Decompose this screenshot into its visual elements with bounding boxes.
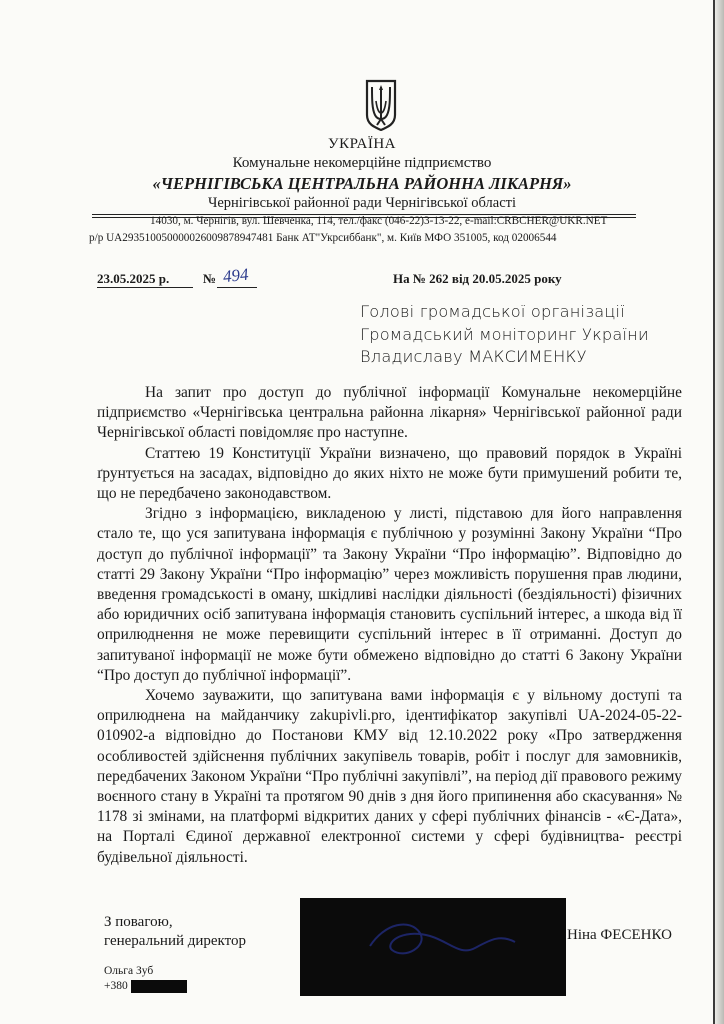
signatory-position: генеральний директор — [104, 933, 247, 949]
country-name: УКРАЇНА — [327, 136, 397, 152]
council-name: Чернігівської районної ради Чернігівської області — [207, 195, 517, 211]
addressee-line-3: Владиславу МАКСИМЕНКУ — [360, 347, 587, 366]
number-underline — [217, 287, 257, 288]
addressee-line-2: Громадський моніторинг України — [360, 325, 649, 344]
organization-address: 14030, м. Чернігів, вул. Шевченка, 114, тел./факс (046-22)3-13-22, e-mail:CRBCHER@UKR.NET — [150, 215, 608, 227]
organization-name: «ЧЕРНІГІВСЬКА ЦЕНТРАЛЬНА РАЙОННА ЛІКАРНЯ» — [152, 174, 572, 193]
closing-phrase: З повагою, — [104, 914, 173, 930]
paragraph-1: На запит про доступ до публічної інформації Комунальне некомерційне підприємство «Чернігівська центральна районна лікарня» Чернігівської районної ради Чернігівської області повідомляє про наступне. — [97, 384, 682, 442]
page-edge-shadow — [714, 0, 724, 1024]
signature-redaction — [300, 898, 566, 996]
signature-scribble — [300, 898, 566, 996]
paragraph-4: Хочемо зауважити, що запитувана вами інформація є у вільному доступі та оприлюднена на майданчику zakupivli.pro, ідентифікатор закупівлі UA-2024-05-22-010902-а відповідно до Постанови КМУ від 12.10.2022 року «Про затвердження особливостей здійснення публічних закупівель товарів, робіт і послуг для замовників, передбачених Законом України “Про публічні закупівлі”, на період дії правового режиму воєнного стану в Україні та протягом 90 днів з дня його припинення або скасування» № 1178 зі змінами, на платформі відкритих даних у сфері публічних фінансів - «Є-Дата», на Порталі Єдиної державної електронної системи у сфері будівництва- реєстрі будівельної діяльності. — [97, 687, 682, 866]
letter-date: 23.05.2025 р. — [97, 271, 170, 286]
letter-number-handwritten: 494 — [222, 264, 250, 287]
date-underline — [97, 287, 193, 288]
signatory-name: Ніна ФЕСЕНКО — [567, 927, 672, 943]
reference-number: На № 262 від 20.05.2025 року — [393, 271, 562, 286]
bank-details: р/р UA293510050000026009878947481 Банк АТ"Укрсиббанк", м. Київ МФО 351005, код 02006544 — [89, 232, 557, 244]
executor-phone-prefix: +380 — [104, 980, 128, 992]
executor-name: Ольга Зуб — [104, 965, 154, 977]
letter-body — [97, 383, 682, 868]
phone-redaction — [131, 980, 187, 993]
page-edge-line — [713, 0, 715, 1024]
organization-type: Комунальне некомерційне підприємство — [232, 155, 492, 171]
paragraph-2: Статтею 19 Конституції України визначено, що правовий порядок в Україні ґрунтується на засадах, відповідно до яких ніхто не може бути примушений робити те, що не передбачено законодавством. — [97, 444, 682, 503]
trident-emblem-icon — [364, 79, 398, 131]
letter-number-label: № — [203, 271, 217, 286]
paragraph-3: Згідно з інформацією, викладеною у листі, підставою для його направлення стало те, що уся запитувана інформація є публічною у розумінні Закону України “Про доступ до публічної інформації” та Закону України “Про інформацію”. Відповідно до статті 29 Закону України “Про інформацію” через можливість порушення прав людини, введення громадськості в оману, шкідливі наслідки діяльності (бездіяльності) фізичних або юридичних осіб запитувана інформація становить суспільний інтерес, а шкода від її оприлюднення не може перевищити суспільний інтерес в її отриманні. Доступ до запитуваної інформації не може бути обмежено відповідно до статті 6 Закону України “Про доступ до публічної інформації”. — [97, 505, 682, 684]
addressee-line-1: Голові громадської організації — [360, 302, 625, 321]
